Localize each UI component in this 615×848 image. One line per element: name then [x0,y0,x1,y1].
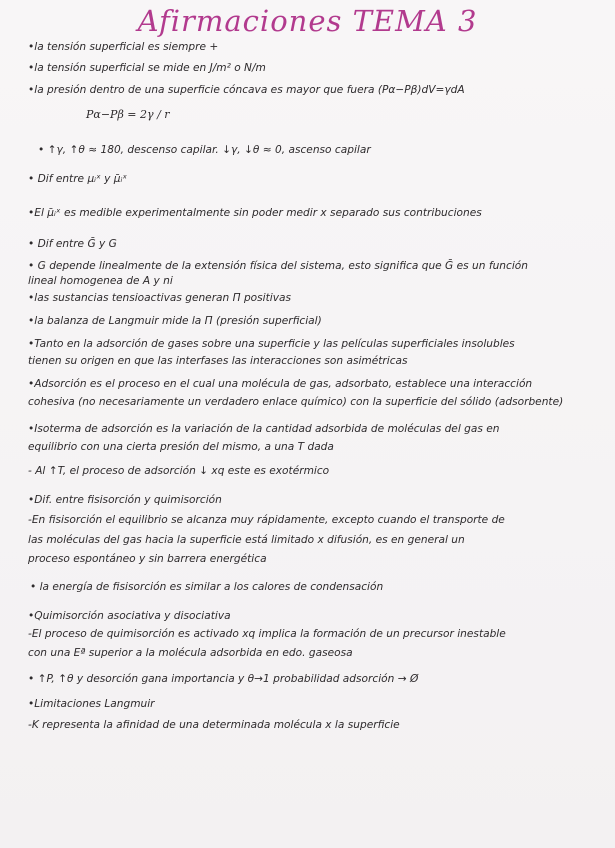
note-line: tienen su origen en que las interfases las interacciones son asimétricas [28,355,408,367]
note-line: proceso espontáneo y sin barrera energética [28,553,267,565]
note-line: • ↑P, ↑θ y desorción gana importancia y θ→1 probabilidad adsorción → Ø [28,673,419,685]
note-line: equilibrio con una cierta presión del mismo, a una T dada [28,441,334,453]
note-line: • Dif entre μᵢˣ y μ̄ᵢˣ [28,173,128,185]
note-line: • G depende linealmente de la extensión física del sistema, esto significa que Ḡ es un función [28,260,528,272]
note-line: • ↑γ, ↑θ ≈ 180, descenso capilar. ↓γ, ↓θ ≈ 0, ascenso capilar [38,144,371,156]
note-line: •El μ̄ᵢˣ es medible experimentalmente sin poder medir x separado sus contribuciones [28,207,482,219]
note-line: -En fisisorción el equilibrio se alcanza muy rápidamente, excepto cuando el transporte de [28,514,505,526]
page-title: Afirmaciones TEMA 3 [137,4,478,38]
note-line: lineal homogenea de A y ni [28,275,173,287]
note-line: -El proceso de quimisorción es activado xq implica la formación de un precursor inestable [28,628,506,640]
note-line: •Limitaciones Langmuir [28,698,155,710]
note-line: • Dif entre Ḡ y G [28,238,117,250]
note-line: •las sustancias tensioactivas generan Π positivas [28,292,292,304]
note-line: •la presión dentro de una superficie cóncava es mayor que fuera (Pα−Pβ)dV=γdA [28,84,465,96]
note-line: -K representa la afinidad de una determinada molécula x la superficie [28,719,400,731]
note-line: • la energía de fisisorción es similar a los calores de condensación [30,581,384,593]
note-line: cohesiva (no necesariamente un verdadero enlace químico) con la superficie del sólido (adsorbente) [28,396,564,408]
note-line: las moléculas del gas hacia la superficie está limitado x difusión, es en general un [28,534,465,546]
note-line: •Dif. entre fisisorción y quimisorción [28,494,222,506]
note-line: •Isoterma de adsorción es la variación de la cantidad adsorbida de moléculas del gas en [28,423,500,435]
pressure-formula: Pα−Pβ = 2γ / r [86,108,170,121]
note-line: •la tensión superficial se mide en J/m² o N/m [28,62,266,74]
note-line: •la tensión superficial es siempre + [28,41,219,53]
note-line: •Quimisorción asociativa y disociativa [28,610,231,622]
note-line: con una Eª superior a la molécula adsorbida en edo. gaseosa [28,647,353,659]
note-line: •Adsorción es el proceso en el cual una molécula de gas, adsorbato, establece una interacción [28,378,533,390]
note-line: •Tanto en la adsorción de gases sobre una superficie y las películas superficiales insolubles [28,338,515,350]
note-line: •la balanza de Langmuir mide la Π (presión superficial) [28,315,322,327]
note-line: - Al ↑T, el proceso de adsorción ↓ xq este es exotérmico [28,465,330,477]
